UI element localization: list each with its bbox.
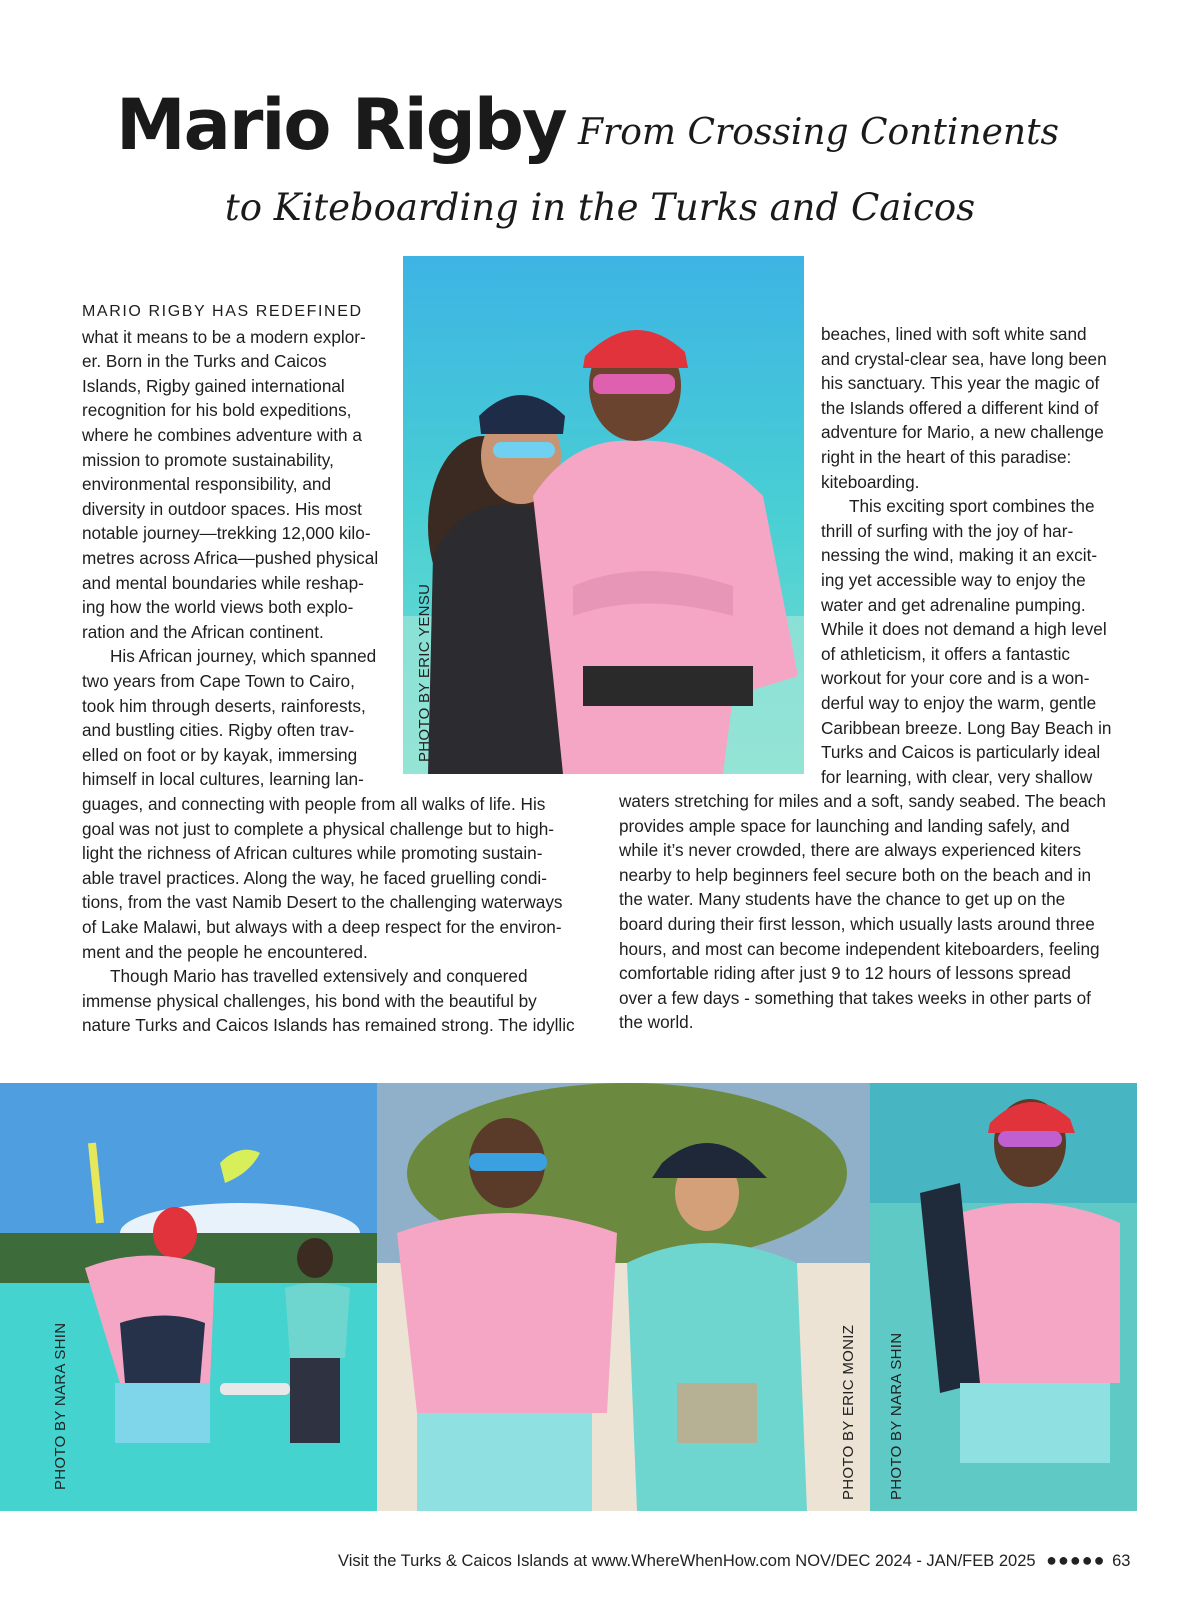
article-line: of Lake Malawi, but always with a deep respect for the environ- [82,917,562,937]
article-line: MARIO RIGBY HAS REDEFINED [82,303,363,320]
article-line: Caribbean breeze. Long Bay Beach in [821,717,1112,738]
article-line: of athleticism, it offers a fantastic [821,643,1071,664]
article-line: kiteboarding. [821,471,920,492]
article-subtitle-line-1: From Crossing Continents [578,112,1060,153]
article-line: goal was not just to complete a physical challenge but to high- [82,818,554,839]
article-line: his sanctuary. This year the magic of [821,373,1100,394]
article-line: While it does not demand a high level [821,619,1107,640]
article-line: beaches, lined with soft white sand [821,324,1087,344]
article-line: provides ample space for launching and landing safely, and [619,815,1070,836]
article-line: recognition for his bold expeditions, [82,400,352,421]
bottom-photo-middle-credit: PHOTO BY ERIC MONIZ [840,1324,857,1500]
article-line: took him through deserts, rainforests, [82,695,366,716]
article-line: ment and the people he encountered. [82,941,368,962]
article-line: the Islands offered a different kind of [821,397,1099,418]
article-line: Islands, Rigby gained international [82,375,345,396]
article-line: waters stretching for miles and a soft, sandy seabed. The beach [619,791,1106,811]
article-line: derful way to enjoy the warm, gentle [821,693,1097,713]
article-line: thrill of surfing with the joy of har- [821,520,1074,541]
article-line: and bustling cities. Rigby often trav- [82,720,355,741]
article-line: himself in local cultures, learning lan- [82,769,364,790]
footer-dots: ●●●●● [1046,1550,1106,1570]
article-line: ing how the world views both explo- [82,597,354,618]
article-line: immense physical challenges, his bond with the beautiful by [82,990,537,1011]
article-line: comfortable riding after just 9 to 12 hours of lessons spread [619,963,1071,984]
bottom-photo-right-credit: PHOTO BY NARA SHIN [888,1332,905,1500]
article-line: hours, and most can become independent kiteboarders, feeling [619,938,1100,959]
bottom-photo-right [870,1083,1137,1511]
article-line: two years from Cape Town to Cairo, [82,671,355,691]
article-line: Turks and Caicos is particularly ideal [821,742,1101,763]
article-line: environmental responsibility, and [82,474,332,495]
article-line: This exciting sport combines the [849,496,1095,517]
main-photo-credit: PHOTO BY ERIC YENSU [416,583,433,762]
article-line: diversity in outdoor spaces. His most [82,498,362,519]
article-line: nearby to help beginners feel secure both on the beach and in [619,864,1092,885]
article-line: where he combines adventure with a [82,425,362,445]
article-line: the water. Many students have the chance to get up on the [619,889,1066,910]
article-line: mission to promote sustainability, [82,449,334,470]
article-line: and mental boundaries while reshap- [82,572,364,593]
bottom-photo-middle-illustration [377,1083,870,1511]
article-line: and crystal-clear sea, have long been [821,348,1107,369]
article-line: His African journey, which spanned [110,646,377,667]
article-line: elled on foot or by kayak, immersing [82,744,358,765]
article-line: for learning, with clear, very shallow [821,766,1093,787]
article-line: over a few days - something that takes weeks in other parts of [619,987,1091,1008]
article-line: nessing the wind, making it an excit- [821,545,1098,566]
article-line: ing yet accessible way to enjoy the [821,570,1086,590]
main-photo-illustration [403,256,804,774]
bottom-photo-middle [377,1083,870,1511]
page-number: 63 [1112,1552,1131,1570]
article-line: tions, from the vast Namib Desert to the challenging waterways [82,892,563,913]
article-line: the world. [619,1012,694,1033]
article-line: metres across Africa—pushed physical [82,548,379,568]
article-line: light the richness of African cultures while promoting sustain- [82,843,543,864]
footer-text: Visit the Turks & Caicos Islands at www.WhereWhenHow.com NOV/DEC 2024 - JAN/FEB 2025 [338,1552,1036,1570]
article-line: adventure for Mario, a new challenge [821,422,1104,443]
article-line: Though Mario has travelled extensively and conquered [110,966,528,987]
main-photo [403,256,804,774]
article-line: able travel practices. Along the way, he faced gruelling condi- [82,867,547,888]
article-line: what it means to be a modern explor- [82,326,366,347]
article-line: guages, and connecting with people from all walks of life. His [82,794,546,814]
article-line: ration and the African continent. [82,621,324,642]
bottom-photo-left-credit: PHOTO BY NARA SHIN [52,1322,69,1490]
article-line: while it’s never crowded, there are always experienced kiters [619,840,1082,861]
article-line: board during their first lesson, which usually lasts around three [619,914,1095,934]
article-line: workout for your core and is a won- [821,668,1090,689]
article-line: water and get adrenaline pumping. [821,594,1086,615]
article-title: Mario Rigby [116,84,566,166]
article-line: right in the heart of this paradise: [821,447,1072,467]
article-line: notable journey—trekking 12,000 kilo- [82,523,371,544]
article-subtitle-line-2: to Kiteboarding in the Turks and Caicos [224,186,976,229]
bottom-photo-right-illustration [870,1083,1137,1511]
article-line: er. Born in the Turks and Caicos [82,351,327,372]
article-line: nature Turks and Caicos Islands has remained strong. The idyllic [82,1015,575,1036]
page-footer [338,1550,1130,1571]
